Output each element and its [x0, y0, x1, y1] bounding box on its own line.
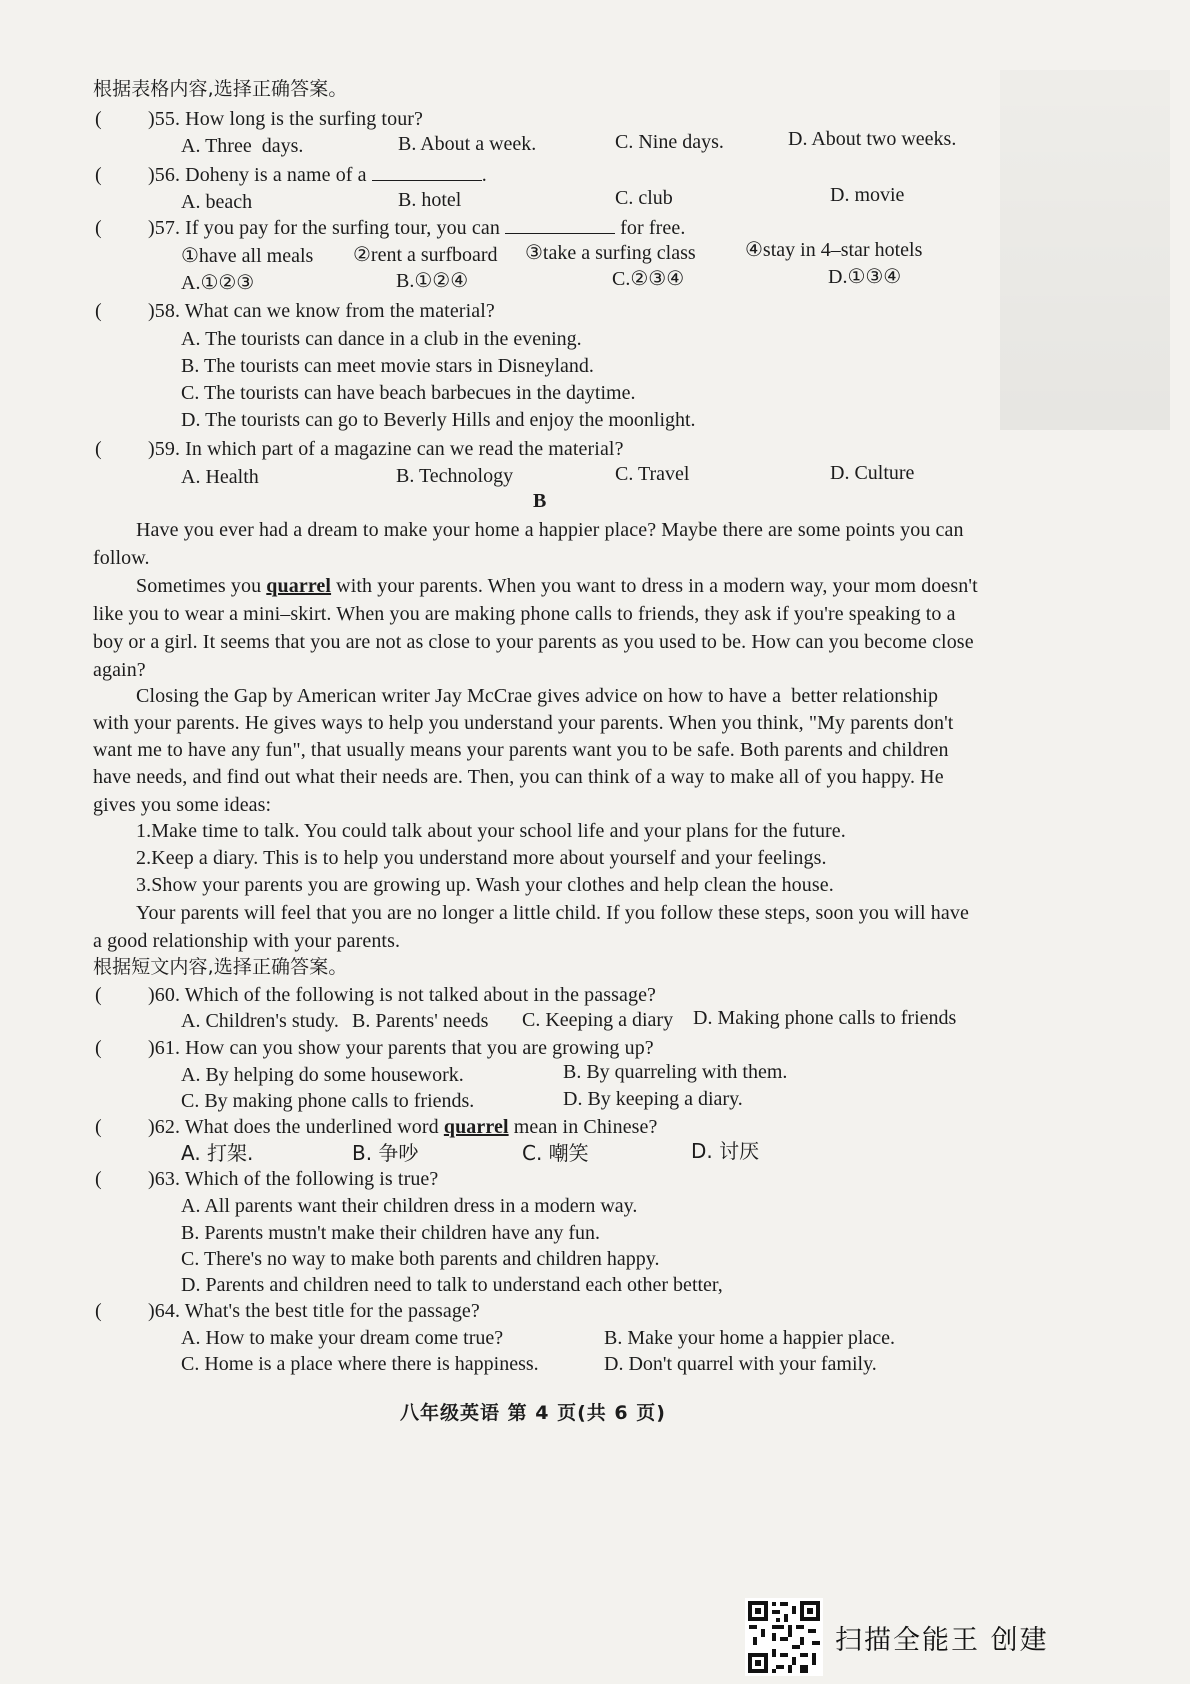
- q57-stem: [148, 215, 685, 241]
- q61-option-d: D. By keeping a diary.: [563, 1088, 743, 1110]
- q57-item-1: ①have all meals: [181, 245, 314, 267]
- passage-p4-line2: a good relationship with your parents.: [93, 930, 401, 952]
- section-a-instruction: 根据表格内容,选择正确答案。: [93, 78, 348, 100]
- q57-stem-end: for free.: [615, 217, 686, 239]
- q62-stem: [148, 1114, 658, 1140]
- q57-item-4: ④stay in 4–star hotels: [745, 239, 923, 261]
- q60-stem: )60. Which of the following is not talked about in the passage?: [148, 984, 657, 1006]
- q55-option-d: D. About two weeks.: [788, 128, 957, 150]
- q62-option-d: D. 讨厌: [691, 1139, 760, 1163]
- q60-paren: (: [95, 984, 102, 1006]
- passage-p3-line4: have needs, and find out what their needs are. Then, you can think of a way to make all of you happy. He: [93, 766, 944, 788]
- q59-option-a: A. Health: [181, 466, 259, 488]
- q62-option-b: B. 争吵: [352, 1141, 419, 1165]
- passage-p2-line4: again?: [93, 659, 146, 681]
- q62-paren: (: [95, 1116, 102, 1138]
- q60-option-d: D. Making phone calls to friends: [693, 1007, 957, 1029]
- passage-p3-line2: with your parents. He gives ways to help you understand your parents. When you think, "My parents don't: [93, 712, 954, 734]
- passage-idea-3: 3.Show your parents you are growing up. Wash your clothes and help clean the house.: [136, 874, 834, 896]
- q55-option-c: C. Nine days.: [615, 131, 724, 153]
- q57-option-b: B.①②④: [396, 270, 469, 292]
- q60-option-c: C. Keeping a diary: [522, 1009, 674, 1031]
- q57-answer-blank: [505, 215, 615, 234]
- section-b-instruction: 根据短文内容,选择正确答案。: [93, 956, 348, 978]
- q62-option-c: C. 嘲笑: [522, 1141, 589, 1165]
- q56-stem-end: .: [481, 164, 487, 186]
- q60-option-a: A. Children's study.: [181, 1010, 339, 1032]
- q59-paren: (: [95, 438, 102, 460]
- q61-option-a: A. By helping do some housework.: [181, 1064, 464, 1086]
- q61-paren: (: [95, 1037, 102, 1059]
- q59-option-c: C. Travel: [615, 463, 690, 485]
- underlined-word-quarrel: quarrel: [266, 575, 332, 597]
- q58-paren: (: [95, 300, 102, 322]
- passage-idea-2: 2.Keep a diary. This is to help you understand more about yourself and your feelings.: [136, 847, 827, 869]
- q62-stem-end: mean in Chinese?: [508, 1116, 658, 1138]
- q58-stem: )58. What can we know from the material?: [148, 300, 495, 322]
- page-footer: 八年级英语 第 4 页(共 6 页): [400, 1402, 666, 1424]
- q62-underlined-word: quarrel: [443, 1116, 509, 1138]
- q64-option-b: B. Make your home a happier place.: [604, 1327, 896, 1349]
- q56-paren: (: [95, 164, 102, 186]
- q57-item-2: ②rent a surfboard: [353, 244, 498, 266]
- q61-option-c: C. By making phone calls to friends.: [181, 1090, 475, 1112]
- q64-option-c: C. Home is a place where there is happiness.: [181, 1353, 539, 1375]
- passage-p1-line1: Have you ever had a dream to make your home a happier place? Maybe there are some points you can: [136, 519, 964, 541]
- q58-option-a: A. The tourists can dance in a club in the evening.: [181, 328, 582, 350]
- passage-p1-line2: follow.: [93, 547, 150, 569]
- q58-option-c: C. The tourists can have beach barbecues in the daytime.: [181, 382, 636, 404]
- q56-answer-blank: [372, 162, 482, 181]
- q61-option-b: B. By quarreling with them.: [563, 1061, 788, 1083]
- q62-option-a: A. 打架.: [181, 1141, 254, 1165]
- q56-option-c: C. club: [615, 187, 673, 209]
- q64-option-a: A. How to make your dream come true?: [181, 1327, 504, 1349]
- passage-p2-line1-start: Sometimes you: [136, 575, 267, 597]
- q59-option-b: B. Technology: [396, 465, 514, 487]
- q63-option-a: A. All parents want their children dress in a modern way.: [181, 1195, 638, 1217]
- passage-idea-1: 1.Make time to talk. You could talk about your school life and your plans for the future.: [136, 820, 846, 842]
- q64-paren: (: [95, 1300, 102, 1322]
- passage-p3-line5: gives you some ideas:: [93, 794, 272, 816]
- q56-option-d: D. movie: [830, 184, 905, 206]
- q57-option-c: C.②③④: [612, 268, 685, 290]
- q56-stem: [148, 162, 487, 188]
- q64-option-d: D. Don't quarrel with your family.: [604, 1353, 877, 1375]
- q63-option-d: D. Parents and children need to talk to understand each other better,: [181, 1274, 723, 1296]
- q59-option-d: D. Culture: [830, 462, 915, 484]
- q63-paren: (: [95, 1168, 102, 1190]
- passage-p3-line1: Closing the Gap by American writer Jay McCrae gives advice on how to have a better relationship: [136, 685, 939, 707]
- q56-option-a: A. beach: [181, 191, 253, 213]
- q60-option-b: B. Parents' needs: [352, 1010, 489, 1032]
- q64-stem: )64. What's the best title for the passage?: [148, 1300, 480, 1322]
- q57-item-3: ③take a surfing class: [525, 242, 696, 264]
- q57-stem-text: )57. If you pay for the surfing tour, you can: [148, 217, 500, 239]
- bleed-through-shadow: [1000, 70, 1170, 430]
- q57-paren: (: [95, 217, 102, 239]
- passage-p2-line3: boy or a girl. It seems that you are not as close to your parents as you used to be. How can you become close: [93, 631, 974, 653]
- scanner-watermark-text: 扫描全能王 创建: [835, 1625, 1049, 1656]
- q58-option-b: B. The tourists can meet movie stars in Disneyland.: [181, 355, 594, 377]
- q63-option-b: B. Parents mustn't make their children have any fun.: [181, 1222, 601, 1244]
- q55-option-b: B. About a week.: [398, 133, 537, 155]
- passage-p2-line2: like you to wear a mini–skirt. When you are making phone calls to friends, they ask if you're speaking to a: [93, 603, 956, 625]
- q57-option-d: D.①③④: [828, 266, 902, 288]
- q61-stem: )61. How can you show your parents that you are growing up?: [148, 1037, 654, 1059]
- qr-code-icon: [745, 1598, 823, 1676]
- passage-p2-line1-end: with your parents. When you want to dress in a modern way, your mom doesn't: [331, 575, 978, 597]
- passage-p2-line1: [136, 573, 978, 599]
- q55-paren: (: [95, 108, 102, 130]
- q56-stem-text: )56. Doheny is a name of a: [148, 164, 367, 186]
- passage-p4-line1: Your parents will feel that you are no longer a little child. If you follow these steps, soon you will have: [136, 902, 969, 924]
- qr-code-graphic: [745, 1598, 823, 1676]
- section-b-label: B: [533, 490, 547, 512]
- q58-option-d: D. The tourists can go to Beverly Hills and enjoy the moonlight.: [181, 409, 696, 431]
- q63-stem: )63. Which of the following is true?: [148, 1168, 439, 1190]
- q57-option-a: A.①②③: [181, 272, 255, 294]
- q55-stem: )55. How long is the surfing tour?: [148, 108, 424, 130]
- q59-stem: )59. In which part of a magazine can we read the material?: [148, 438, 624, 460]
- q63-option-c: C. There's no way to make both parents and children happy.: [181, 1248, 660, 1270]
- q56-option-b: B. hotel: [398, 189, 462, 211]
- q62-stem-start: )62. What does the underlined word: [148, 1116, 444, 1138]
- passage-p3-line3: want me to have any fun", that usually means your parents want you to be safe. Both parents and children: [93, 739, 949, 761]
- q55-option-a: A. Three days.: [181, 135, 304, 157]
